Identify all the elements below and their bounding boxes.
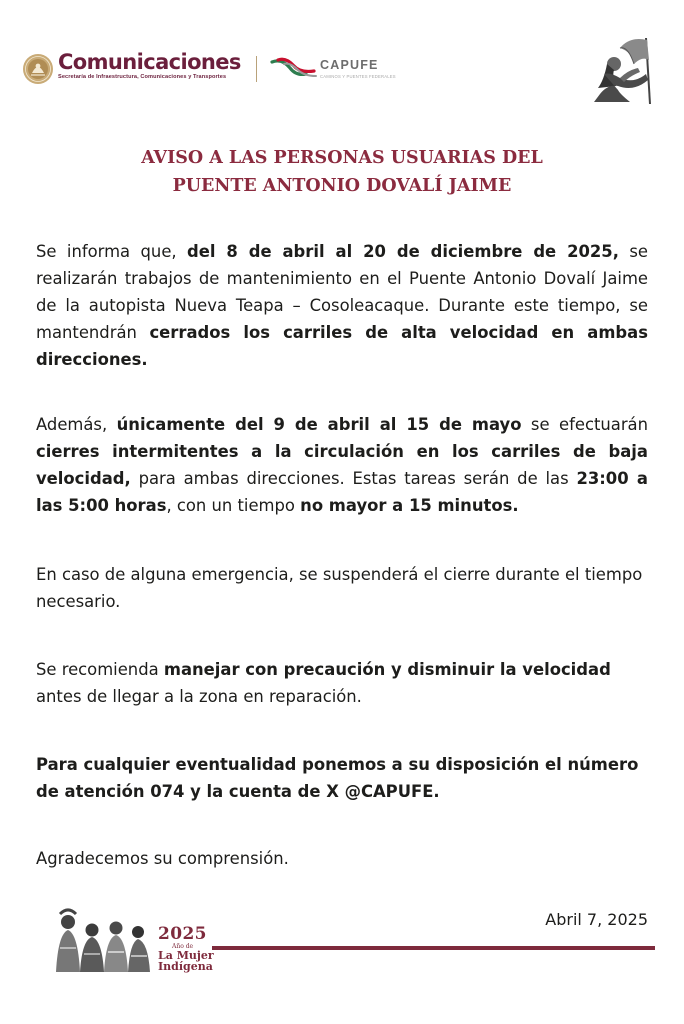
bold-text: no mayor a 15 minutos. bbox=[300, 496, 519, 515]
paragraph-thanks: Agradecemos su comprensión. bbox=[36, 849, 289, 868]
capufe-subtitle: CAMINOS Y PUENTES FEDERALES bbox=[320, 74, 396, 79]
paragraph-emergency: En caso de alguna emergencia, se suspenderá el cierre durante el tiempo necesario. bbox=[36, 565, 643, 611]
bold-text: cerrados los carriles de alta velocidad en ambas direcciones. bbox=[36, 323, 648, 369]
bold-text: manejar con precaución y disminuir la velocidad bbox=[163, 660, 611, 679]
paragraph-closures bbox=[36, 411, 648, 519]
national-seal-icon bbox=[22, 53, 54, 85]
text: Se informa que, bbox=[36, 242, 188, 261]
brand bbox=[58, 50, 241, 80]
bold-text: del 8 de abril al 20 de diciembre de 2025, bbox=[187, 242, 619, 261]
text: para ambas direcciones. Estas tareas serán de las bbox=[130, 469, 577, 488]
indigenous-women-illustration-icon bbox=[50, 908, 154, 972]
capufe-logo-icon bbox=[270, 54, 318, 82]
header bbox=[0, 0, 684, 120]
brand-name: Comunicaciones bbox=[58, 50, 241, 74]
text: antes de llegar a la zona en reparación. bbox=[36, 687, 362, 706]
woman-flag-illustration-icon bbox=[590, 34, 660, 106]
notice-title bbox=[0, 144, 684, 200]
year-text-line3: Indígena bbox=[158, 960, 213, 973]
paragraph-dates bbox=[36, 238, 648, 373]
bold-text: 23:00 a las 5:00 horas bbox=[36, 469, 648, 515]
notice-date: Abril 7, 2025 bbox=[545, 910, 648, 929]
year-number: 2025 bbox=[158, 924, 207, 944]
paragraph-recommendation bbox=[36, 656, 648, 710]
year-text-line1: Año de bbox=[172, 943, 194, 950]
text: Se recomienda bbox=[36, 660, 164, 679]
year-of-indigenous-woman bbox=[158, 925, 214, 972]
bold-text: únicamente del 9 de abril al 15 de mayo bbox=[116, 415, 522, 434]
text: , con un tiempo bbox=[166, 496, 301, 515]
bold-text: cierres intermitentes a la circulación en los carriles de baja velocidad, bbox=[36, 442, 648, 488]
text: se realizarán trabajos de mantenimiento en el Puente Antonio Dovalí Jaime de la autopista Nueva Teapa – Cosoleacaque. Durante este tiempo, se mantendrán bbox=[36, 242, 648, 342]
brand-subtitle: Secretaría de Infraestructura, Comunicaciones y Transportes bbox=[58, 74, 227, 80]
text: Además, bbox=[36, 415, 117, 434]
year-text-line2: La Mujer bbox=[158, 949, 214, 962]
capufe-name: CAPUFE bbox=[320, 58, 379, 72]
text: se efectuarán bbox=[521, 415, 648, 434]
paragraph-contact: Para cualquier eventualidad ponemos a su disposición el número de atención 074 y la cuenta de X @CAPUFE. bbox=[36, 755, 639, 801]
header-divider bbox=[256, 56, 257, 82]
footer-divider bbox=[212, 946, 655, 950]
notice-title-line1: AVISO A LAS PERSONAS USUARIAS DEL bbox=[141, 148, 543, 168]
notice-title-line2: PUENTE ANTONIO DOVALÍ JAIME bbox=[172, 176, 512, 196]
